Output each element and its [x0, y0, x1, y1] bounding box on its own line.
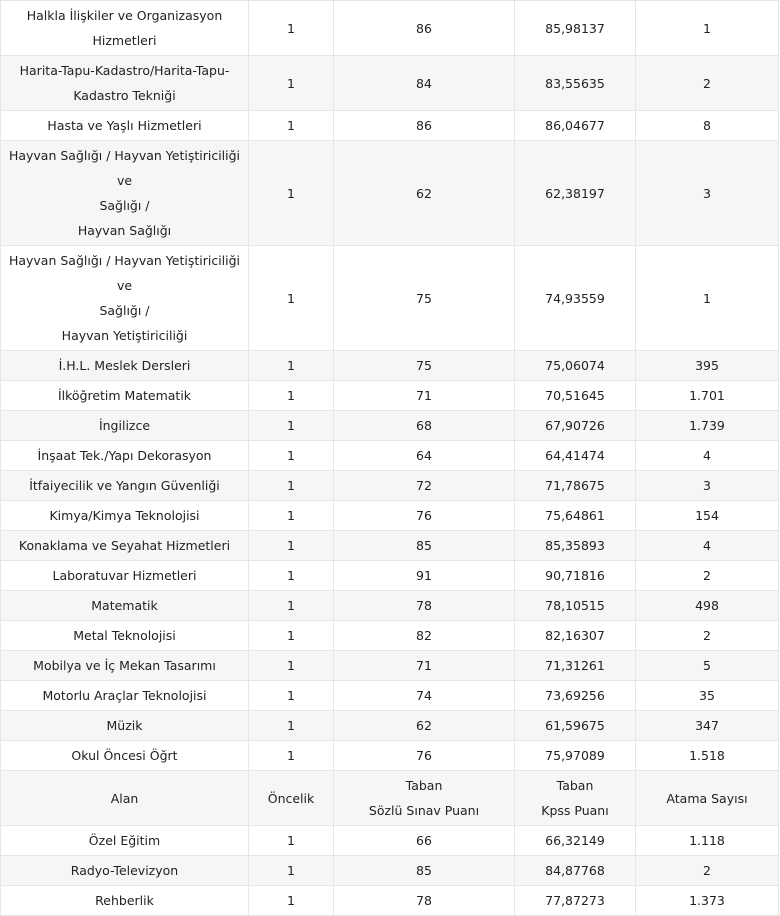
oncelik-cell: 1	[249, 411, 334, 441]
table-row	[1, 886, 779, 916]
alan-cell: Rehberlik	[1, 886, 249, 916]
oncelik-cell: 1	[249, 141, 334, 246]
alan-cell: Hayvan Sağlığı / Hayvan Yetiştiriciliği ve Sağlığı / Hayvan Sağlığı	[1, 141, 249, 246]
atama-sayisi-cell: 1.118	[636, 826, 779, 856]
table-row	[1, 651, 779, 681]
kpss-puan-cell: 67,90726	[515, 411, 636, 441]
atama-sayisi-cell: 3	[636, 141, 779, 246]
atama-sayisi-cell: 498	[636, 591, 779, 621]
sozlu-puan-cell: 85	[334, 856, 515, 886]
alan-cell: Radyo-Televizyon	[1, 856, 249, 886]
table-row	[1, 741, 779, 771]
header-row	[1, 771, 779, 826]
kpss-puan-cell: 61,59675	[515, 711, 636, 741]
sozlu-puan-cell: 82	[334, 621, 515, 651]
atama-sayisi-cell: 1.518	[636, 741, 779, 771]
alan-cell: Halkla İlişkiler ve Organizasyon Hizmetleri	[1, 1, 249, 56]
alan-cell: İnşaat Tek./Yapı Dekorasyon	[1, 441, 249, 471]
alan-cell: Metal Teknolojisi	[1, 621, 249, 651]
kpss-puan-cell: 85,98137	[515, 1, 636, 56]
oncelik-cell: 1	[249, 111, 334, 141]
sozlu-puan-cell: 75	[334, 246, 515, 351]
table-row	[1, 56, 779, 111]
atama-sayisi-cell: 5	[636, 651, 779, 681]
alan-cell: Matematik	[1, 591, 249, 621]
alan-cell: Alan	[1, 771, 249, 826]
atama-sayisi-cell: 3	[636, 471, 779, 501]
alan-cell: İngilizce	[1, 411, 249, 441]
kpss-puan-cell: 75,97089	[515, 741, 636, 771]
kpss-puan-cell: 84,87768	[515, 856, 636, 886]
oncelik-cell: Öncelik	[249, 771, 334, 826]
table-row	[1, 711, 779, 741]
table-row	[1, 111, 779, 141]
atama-sayisi-cell: 2	[636, 621, 779, 651]
oncelik-cell: 1	[249, 1, 334, 56]
atama-sayisi-cell: 8	[636, 111, 779, 141]
sozlu-puan-cell: 86	[334, 111, 515, 141]
atama-sayisi-cell: 4	[636, 441, 779, 471]
kpss-puan-cell: 70,51645	[515, 381, 636, 411]
oncelik-cell: 1	[249, 561, 334, 591]
table-row	[1, 591, 779, 621]
alan-cell: İtfaiyecilik ve Yangın Güvenliği	[1, 471, 249, 501]
alan-cell: Okul Öncesi Öğrt	[1, 741, 249, 771]
alan-cell: İlköğretim Matematik	[1, 381, 249, 411]
kpss-puan-cell: 75,64861	[515, 501, 636, 531]
oncelik-cell: 1	[249, 621, 334, 651]
alan-cell: Müzik	[1, 711, 249, 741]
alan-cell: Hayvan Sağlığı / Hayvan Yetiştiriciliği ve Sağlığı / Hayvan Yetiştiriciliği	[1, 246, 249, 351]
table-row	[1, 381, 779, 411]
atama-sayisi-cell: 1.701	[636, 381, 779, 411]
sozlu-puan-cell: Taban Sözlü Sınav Puanı	[334, 771, 515, 826]
sozlu-puan-cell: 72	[334, 471, 515, 501]
kpss-puan-cell: 71,31261	[515, 651, 636, 681]
table-row	[1, 141, 779, 246]
sozlu-puan-cell: 91	[334, 561, 515, 591]
atama-sayisi-cell: 2	[636, 561, 779, 591]
atama-sayisi-cell: 2	[636, 856, 779, 886]
atama-sayisi-cell: 347	[636, 711, 779, 741]
atama-sayisi-cell: 4	[636, 531, 779, 561]
table-row	[1, 531, 779, 561]
table-row	[1, 856, 779, 886]
kpss-puan-cell: 75,06074	[515, 351, 636, 381]
table-row	[1, 471, 779, 501]
oncelik-cell: 1	[249, 826, 334, 856]
sozlu-puan-cell: 85	[334, 531, 515, 561]
alan-cell: Kimya/Kimya Teknolojisi	[1, 501, 249, 531]
table-row	[1, 681, 779, 711]
alan-cell: Özel Eğitim	[1, 826, 249, 856]
sozlu-puan-cell: 71	[334, 651, 515, 681]
kpss-puan-cell: 77,87273	[515, 886, 636, 916]
atama-sayisi-cell: 2	[636, 56, 779, 111]
sozlu-puan-cell: 66	[334, 826, 515, 856]
sozlu-puan-cell: 68	[334, 411, 515, 441]
oncelik-cell: 1	[249, 246, 334, 351]
oncelik-cell: 1	[249, 886, 334, 916]
oncelik-cell: 1	[249, 531, 334, 561]
sozlu-puan-cell: 78	[334, 591, 515, 621]
atama-sayisi-cell: 1.373	[636, 886, 779, 916]
kpss-puan-cell: 86,04677	[515, 111, 636, 141]
sozlu-puan-cell: 76	[334, 741, 515, 771]
kpss-puan-cell: 78,10515	[515, 591, 636, 621]
alan-cell: İ.H.L. Meslek Dersleri	[1, 351, 249, 381]
table-row	[1, 246, 779, 351]
atama-sayisi-cell: 1	[636, 1, 779, 56]
atama-sayisi-cell: Atama Sayısı	[636, 771, 779, 826]
oncelik-cell: 1	[249, 651, 334, 681]
oncelik-cell: 1	[249, 591, 334, 621]
kpss-puan-cell: 62,38197	[515, 141, 636, 246]
atama-sayisi-cell: 395	[636, 351, 779, 381]
atama-sayisi-cell: 35	[636, 681, 779, 711]
oncelik-cell: 1	[249, 711, 334, 741]
kpss-puan-cell: 74,93559	[515, 246, 636, 351]
sozlu-puan-cell: 74	[334, 681, 515, 711]
sozlu-puan-cell: 71	[334, 381, 515, 411]
oncelik-cell: 1	[249, 351, 334, 381]
kpss-puan-cell: 73,69256	[515, 681, 636, 711]
oncelik-cell: 1	[249, 681, 334, 711]
table-row	[1, 351, 779, 381]
alan-cell: Mobilya ve İç Mekan Tasarımı	[1, 651, 249, 681]
oncelik-cell: 1	[249, 856, 334, 886]
sozlu-puan-cell: 64	[334, 441, 515, 471]
alan-cell: Laboratuvar Hizmetleri	[1, 561, 249, 591]
oncelik-cell: 1	[249, 441, 334, 471]
atama-sayisi-cell: 154	[636, 501, 779, 531]
table-row	[1, 826, 779, 856]
kpss-puan-cell: 83,55635	[515, 56, 636, 111]
oncelik-cell: 1	[249, 56, 334, 111]
sozlu-puan-cell: 62	[334, 711, 515, 741]
table-row	[1, 411, 779, 441]
sozlu-puan-cell: 75	[334, 351, 515, 381]
atama-sayisi-cell: 1	[636, 246, 779, 351]
kpss-puan-cell: Taban Kpss Puanı	[515, 771, 636, 826]
atama-sayisi-cell: 1.739	[636, 411, 779, 441]
alan-cell: Harita-Tapu-Kadastro/Harita-Tapu- Kadastro Tekniği	[1, 56, 249, 111]
oncelik-cell: 1	[249, 501, 334, 531]
sozlu-puan-cell: 62	[334, 141, 515, 246]
kpss-puan-cell: 64,41474	[515, 441, 636, 471]
table-row	[1, 621, 779, 651]
sozlu-puan-cell: 78	[334, 886, 515, 916]
oncelik-cell: 1	[249, 741, 334, 771]
kpss-puan-cell: 90,71816	[515, 561, 636, 591]
sozlu-puan-cell: 76	[334, 501, 515, 531]
alan-cell: Hasta ve Yaşlı Hizmetleri	[1, 111, 249, 141]
table-row	[1, 501, 779, 531]
kpss-puan-cell: 85,35893	[515, 531, 636, 561]
kpss-puan-cell: 82,16307	[515, 621, 636, 651]
alan-cell: Konaklama ve Seyahat Hizmetleri	[1, 531, 249, 561]
sozlu-puan-cell: 86	[334, 1, 515, 56]
oncelik-cell: 1	[249, 471, 334, 501]
oncelik-cell: 1	[249, 381, 334, 411]
kpss-puan-cell: 66,32149	[515, 826, 636, 856]
table-row	[1, 561, 779, 591]
kpss-puan-cell: 71,78675	[515, 471, 636, 501]
table-row	[1, 1, 779, 56]
alan-cell: Motorlu Araçlar Teknolojisi	[1, 681, 249, 711]
sozlu-puan-cell: 84	[334, 56, 515, 111]
table-row	[1, 441, 779, 471]
